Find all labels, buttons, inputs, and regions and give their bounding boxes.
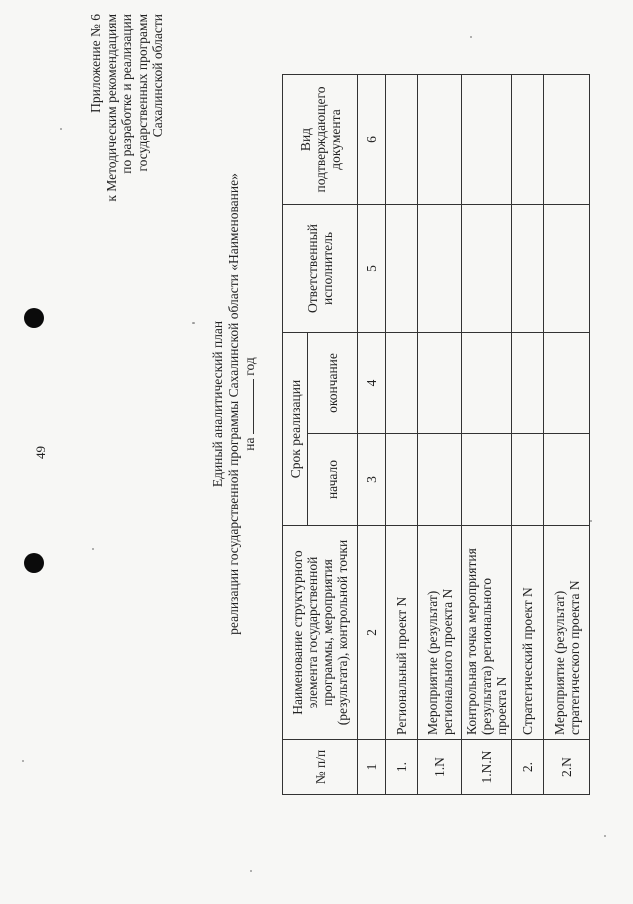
row-number: 1.N.N — [462, 740, 512, 795]
row-number: 2. — [512, 740, 544, 795]
header-period: Срок реализации — [283, 333, 308, 526]
cell-empty — [512, 205, 544, 333]
table-row — [386, 75, 418, 795]
cell-empty — [418, 205, 462, 333]
cell-empty — [386, 333, 418, 434]
column-number: 2 — [358, 526, 386, 740]
cell-empty — [418, 75, 462, 205]
cell-empty — [462, 75, 512, 205]
header-executor: Ответственный исполнитель — [283, 205, 358, 333]
cell-empty — [544, 333, 590, 434]
column-number: 6 — [358, 75, 386, 205]
cell-empty — [462, 434, 512, 526]
cell-empty — [386, 75, 418, 205]
row-name: Мероприятие (результат) стратегического проекта N — [544, 526, 590, 740]
column-number: 4 — [358, 333, 386, 434]
document-title — [210, 0, 258, 904]
cell-empty — [544, 434, 590, 526]
table-row — [512, 75, 544, 795]
table-row — [418, 75, 462, 795]
column-number: 5 — [358, 205, 386, 333]
cell-empty — [544, 205, 590, 333]
row-number: 2.N — [544, 740, 590, 795]
header-name: Наименование структурного элемента государственной программы, мероприятия (результата), контрольной точки — [283, 526, 358, 740]
row-number: 1.N — [418, 740, 462, 795]
plan-table — [282, 74, 590, 795]
cell-empty — [544, 75, 590, 205]
table-row — [544, 75, 590, 795]
cell-empty — [386, 205, 418, 333]
header-start: начало — [308, 434, 358, 526]
table-row — [462, 75, 512, 795]
column-number: 1 — [358, 740, 386, 795]
row-name: Мероприятие (результат) регионального проекта N — [418, 526, 462, 740]
title-year-suffix: год — [242, 357, 257, 376]
cell-empty — [462, 333, 512, 434]
annex-line: по разработке и реализации — [119, 14, 134, 174]
year-blank-line — [242, 379, 254, 434]
row-name: Региональный проект N — [386, 526, 418, 740]
header-end: окончание — [308, 333, 358, 434]
annex-line: Сахалинской области — [150, 14, 165, 138]
column-number: 3 — [358, 434, 386, 526]
title-line-2: реализации государственной программы Сахалинской области «Наименование» — [226, 173, 241, 635]
row-name: Стратегический проект N — [512, 526, 544, 740]
annex-reference — [88, 14, 166, 214]
annex-line: государственных программ — [134, 14, 150, 172]
page-number: 49 — [33, 446, 48, 459]
cell-empty — [512, 75, 544, 205]
cell-empty — [418, 333, 462, 434]
annex-line: к Методическим рекомендациям — [103, 14, 119, 202]
title-line-1: Единый аналитический план — [210, 320, 225, 488]
header-num: № п/п — [283, 740, 358, 795]
row-name: Контрольная точка мероприятия (результата) регионального проекта N — [462, 526, 512, 740]
cell-empty — [386, 434, 418, 526]
row-number: 1. — [386, 740, 418, 795]
cell-empty — [512, 434, 544, 526]
cell-empty — [418, 434, 462, 526]
header-document-type: Вид подтверждающего документа — [283, 75, 358, 205]
title-year-prefix: на — [242, 437, 257, 451]
annex-line: Приложение № 6 — [88, 14, 103, 113]
cell-empty — [462, 205, 512, 333]
cell-empty — [512, 333, 544, 434]
title-line-3 — [242, 0, 258, 904]
